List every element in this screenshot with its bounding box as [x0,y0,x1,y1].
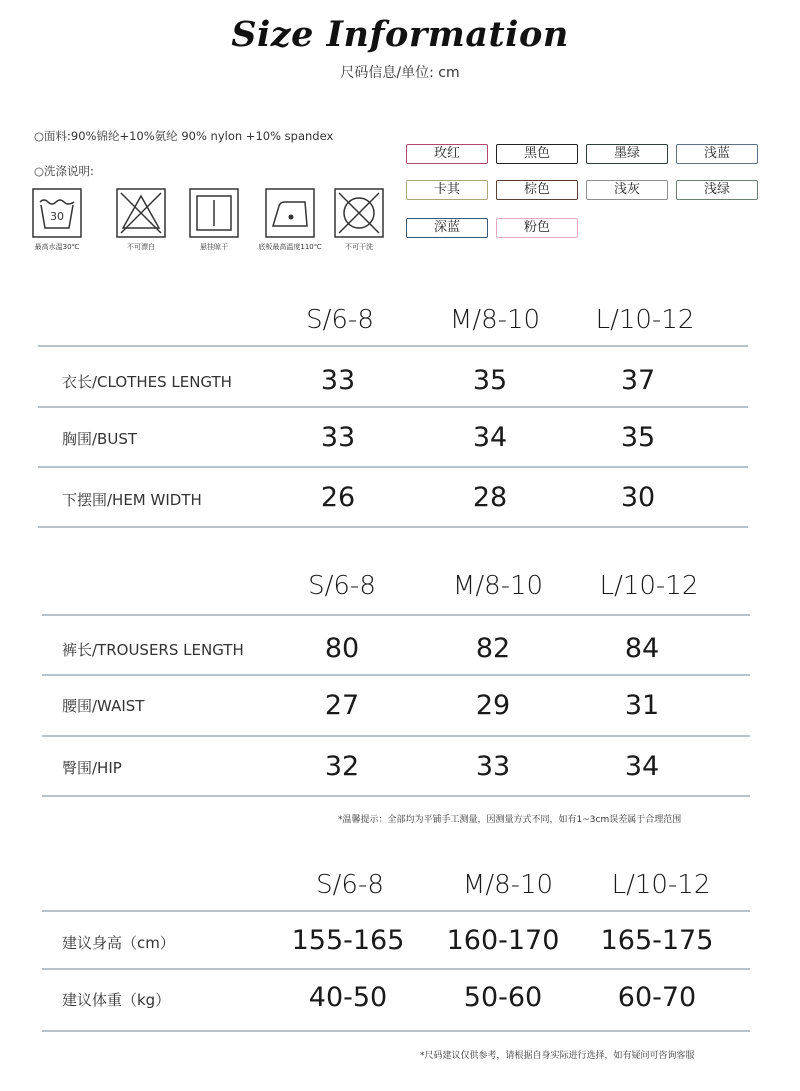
table-cell: 34 [624,751,660,782]
row-label: 建议身高（cm） [62,934,175,952]
color-swatch[interactable]: 玫红 [406,144,488,164]
size-header: L/10-12 [595,305,695,335]
color-swatch[interactable]: 墨绿 [586,144,668,164]
table-cell: 35 [620,422,656,453]
color-swatch[interactable]: 粉色 [496,218,578,238]
line-dry-icon [189,188,239,238]
color-swatch[interactable]: 棕色 [496,180,578,200]
iron-icon [265,188,315,238]
table-cell: 35 [472,365,508,396]
row-label: 腰围/WAIST [62,697,145,715]
table-cell: 26 [320,482,356,513]
size-header: S/6-8 [316,870,384,900]
table-cell: 50-60 [463,982,543,1013]
row-label: 胸围/BUST [62,430,138,448]
table-cell: 33 [320,422,356,453]
row-label: 下摆围/HEM WIDTH [62,491,202,509]
no-dry-clean-icon [334,188,384,238]
size-header: M/8-10 [452,571,544,601]
size-suggestion-note: *尺码建议仅供参考，请根据自身实际进行选择，如有疑问可咨询客服 [420,1051,695,1061]
table-cell: 82 [475,633,511,664]
page-title: Size Information [231,14,569,55]
color-swatch[interactable]: 浅绿 [676,180,758,200]
care-caption: 底板最高温度110℃ [258,243,322,251]
care-wash [12,188,102,252]
table-cell: 29 [475,690,511,721]
table-cell: 165-175 [600,925,714,956]
wash-temp-text: 30 [50,210,64,223]
care-caption: 悬挂晾干 [200,243,228,251]
table-cell: 34 [472,422,508,453]
row-label: 衣长/CLOTHES LENGTH [62,373,232,391]
table-cell: 30 [620,482,656,513]
table-cell: 40-50 [308,982,388,1013]
size-header: M/8-10 [462,870,554,900]
color-swatch[interactable]: 黑色 [496,144,578,164]
page-subtitle: 尺码信息/单位: cm [340,65,460,81]
material-info: ○面料:90%锦纶+10%氨纶 90% nylon +10% spandex [34,129,334,143]
table-cell: 28 [472,482,508,513]
size-header: L/10-12 [599,571,699,601]
table-cell: 31 [624,690,660,721]
size-header: L/10-12 [611,870,711,900]
table-cell: 33 [320,365,356,396]
size-header: S/6-8 [306,305,374,335]
row-label: 建议体重（kg） [62,991,171,1009]
size-header: S/6-8 [308,571,376,601]
table-cell: 27 [324,690,360,721]
table-cell: 160-170 [446,925,560,956]
row-label: 臀围/HIP [62,759,122,777]
color-swatch[interactable]: 深蓝 [406,218,488,238]
table-cell: 60-70 [617,982,697,1013]
no-bleach-icon [116,188,166,238]
wash-30-icon [32,188,82,238]
table-cell: 37 [620,365,656,396]
table-cell: 80 [324,633,360,664]
table-cell: 32 [324,751,360,782]
row-label: 裤长/TROUSERS LENGTH [62,641,244,659]
measurement-note: *温馨提示：全部均为平铺手工测量，因测量方式不同，如有1~3cm误差属于合理范围 [338,815,682,825]
care-caption: 不可干洗 [345,243,373,251]
color-swatch[interactable]: 浅蓝 [676,144,758,164]
care-caption: 最高水温30℃ [34,243,80,251]
table-cell: 84 [624,633,660,664]
color-swatch[interactable]: 卡其 [406,180,488,200]
care-dryclean [314,188,404,252]
table-cell: 155-165 [291,925,405,956]
color-swatch[interactable]: 浅灰 [586,180,668,200]
size-header: M/8-10 [449,305,541,335]
care-caption: 不可漂白 [127,243,155,251]
wash-instructions-label: ○洗涤说明: [34,164,94,178]
table-cell: 33 [475,751,511,782]
